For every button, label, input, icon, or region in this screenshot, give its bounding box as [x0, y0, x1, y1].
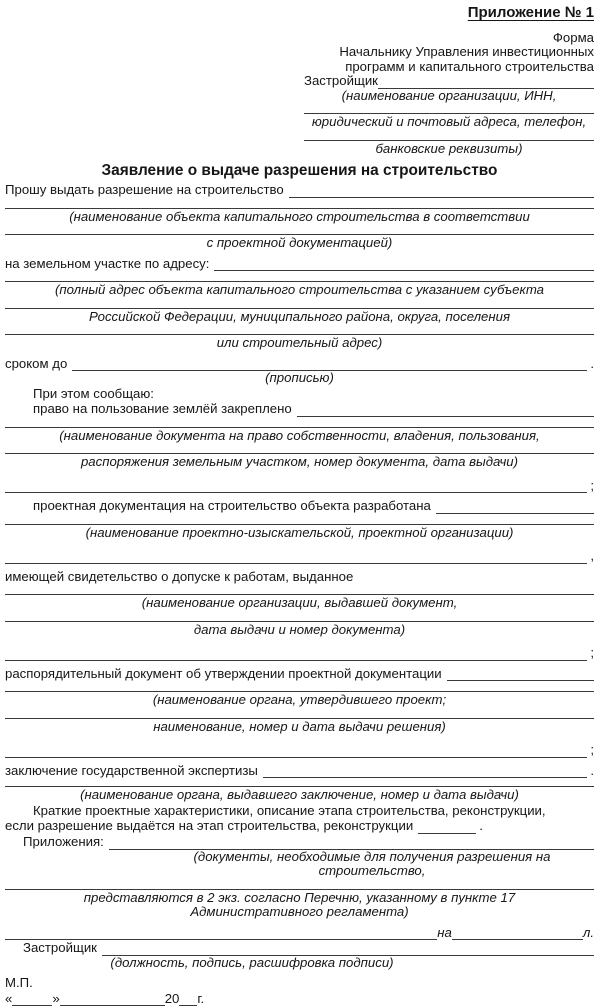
- address-caption-2: Российской Федерации, муниципального района, округа, поселения: [5, 308, 594, 325]
- land-extra-line-row: [5, 479, 594, 494]
- sheets-count-row: [5, 926, 594, 941]
- header-block: [304, 5, 594, 156]
- approval-caption-2: наименование, номер и дата выдачи решения): [5, 718, 594, 735]
- comma: ,: [590, 548, 594, 564]
- year-suffix: г.: [197, 990, 205, 1006]
- blank-line: [418, 820, 476, 834]
- design-extra-line-row: [5, 549, 594, 564]
- characteristics-text-1: Краткие проектные характеристики, описание этапа строительства, реконструкции,: [33, 802, 546, 818]
- expertise-label: заключение государственной экспертизы: [5, 762, 258, 778]
- addressee-line-1: Начальнику Управления инвестиционных: [339, 44, 594, 60]
- attachments-caption-2: представляются в 2 экз. согласно Перечню, указанному в пункте 17: [5, 889, 594, 906]
- developer-caption-2: юридический и почтовый адреса, телефон,: [304, 113, 594, 130]
- blank-line: [179, 992, 197, 1006]
- design-field-row: [5, 499, 594, 514]
- notice-line: [5, 387, 594, 402]
- term-caption: (прописью): [265, 370, 334, 386]
- period: .: [590, 355, 594, 371]
- sheets-l-label: л.: [582, 924, 594, 940]
- semicolon: ;: [590, 742, 594, 758]
- period: .: [590, 762, 594, 778]
- blank-line: [447, 667, 594, 681]
- signer-caption: (должность, подпись, расшифровка подписи): [110, 954, 394, 970]
- approval-extra-line-row: [5, 743, 594, 758]
- blank-line: [214, 257, 594, 271]
- signer-field-row: [5, 941, 594, 956]
- land-caption-1: (наименование документа на право собственности, владения, пользования,: [5, 427, 594, 444]
- developer-caption-3: банковские реквизиты): [304, 140, 594, 157]
- stamp-line: [5, 976, 594, 991]
- blank-line: [5, 926, 437, 940]
- blank-line: [5, 647, 587, 661]
- blank-line: [12, 992, 52, 1006]
- close-quote: »: [52, 990, 60, 1006]
- semicolon: ;: [590, 645, 594, 661]
- blank-line: [436, 500, 594, 514]
- approval-label: распорядительный документ об утверждении проектной документации: [5, 665, 442, 681]
- sheets-na-label: на: [437, 924, 452, 940]
- stamp-label: М.П.: [5, 975, 33, 991]
- blank-line: [5, 479, 587, 493]
- design-label: проектная документация на строительство объекта разработана: [33, 498, 431, 514]
- blank-line: [263, 764, 587, 778]
- certificate-label: имеющей свидетельство о допуске к работам, выданное: [5, 568, 354, 584]
- attachments-caption-1: (документы, необходимые для получения разрешения на строительство,: [193, 848, 551, 879]
- request-label: Прошу выдать разрешение на строительство: [5, 182, 284, 198]
- land-label: право на пользование землёй закреплено: [33, 401, 292, 417]
- approval-caption-1: (наименование органа, утвердившего проект;: [5, 691, 594, 708]
- blank-line: [72, 357, 587, 371]
- design-caption: (наименование проектно-изыскательской, проектной организации): [5, 524, 594, 541]
- term-label: сроком до: [5, 355, 68, 371]
- request-caption-2: с проектной документацией): [5, 234, 594, 251]
- attachments-label: Приложения:: [23, 834, 104, 849]
- blank-line: [297, 403, 594, 417]
- approval-field-row: [5, 667, 594, 682]
- request-caption-1: (наименование объекта капитального строительства в соответствии: [5, 208, 594, 225]
- addressee-line-2: программ и капитального строительства: [345, 58, 594, 74]
- address-caption-1: (полный адрес объекта капитального строительства с указанием субъекта: [5, 281, 594, 298]
- address-label: на земельном участке по адресу:: [5, 255, 210, 271]
- blank-line: [5, 744, 587, 758]
- certificate-caption-1: (наименование организации, выдавшей документ,: [5, 594, 594, 611]
- blank-line: [102, 941, 594, 955]
- attachments-field-row: [5, 835, 594, 850]
- blank-line: [289, 183, 594, 197]
- form-label: Форма: [552, 29, 594, 45]
- notice-label: При этом сообщаю:: [33, 385, 154, 401]
- expertise-field-row: [5, 764, 594, 779]
- year-prefix: 20: [164, 990, 180, 1006]
- appendix-title: Приложение № 1: [467, 4, 594, 21]
- expertise-caption: (наименование органа, выдавшего заключение, номер и дата выдачи): [5, 786, 594, 803]
- address-caption-3: или строительный адрес): [5, 334, 594, 351]
- open-quote: «: [5, 990, 13, 1006]
- certificate-caption-2: дата выдачи и номер документа): [5, 621, 594, 638]
- blank-line: [378, 74, 594, 88]
- characteristics-line-1: [5, 804, 594, 819]
- blank-line: [5, 550, 587, 564]
- address-field-row: [5, 257, 594, 272]
- document-title: Заявление о выдаче разрешения на строительство: [101, 162, 498, 180]
- developer-caption-1: (наименование организации, ИНН,: [341, 87, 557, 103]
- request-field-row: [5, 183, 594, 198]
- term-field-row: [5, 357, 594, 372]
- land-caption-2: распоряжения земельным участком, номер документа, дата выдачи): [5, 453, 594, 470]
- characteristics-text-2: если разрешение выдаётся на этап строительства, реконструкции: [5, 818, 414, 834]
- attachments-caption-3: Административного регламента): [190, 904, 409, 920]
- signer-label: Застройщик: [23, 940, 97, 956]
- blank-line: [452, 926, 583, 940]
- land-field-row: [5, 402, 594, 417]
- blank-line: [60, 992, 165, 1006]
- developer-field-row: [304, 74, 594, 89]
- blank-line: [109, 835, 594, 849]
- certificate-extra-line-row: [5, 646, 594, 661]
- developer-label: Застройщик: [304, 73, 378, 89]
- certificate-line: [5, 570, 594, 585]
- characteristics-line-2: [5, 819, 594, 834]
- semicolon: ;: [590, 477, 594, 493]
- period: .: [479, 818, 483, 834]
- date-row: [5, 992, 594, 1006]
